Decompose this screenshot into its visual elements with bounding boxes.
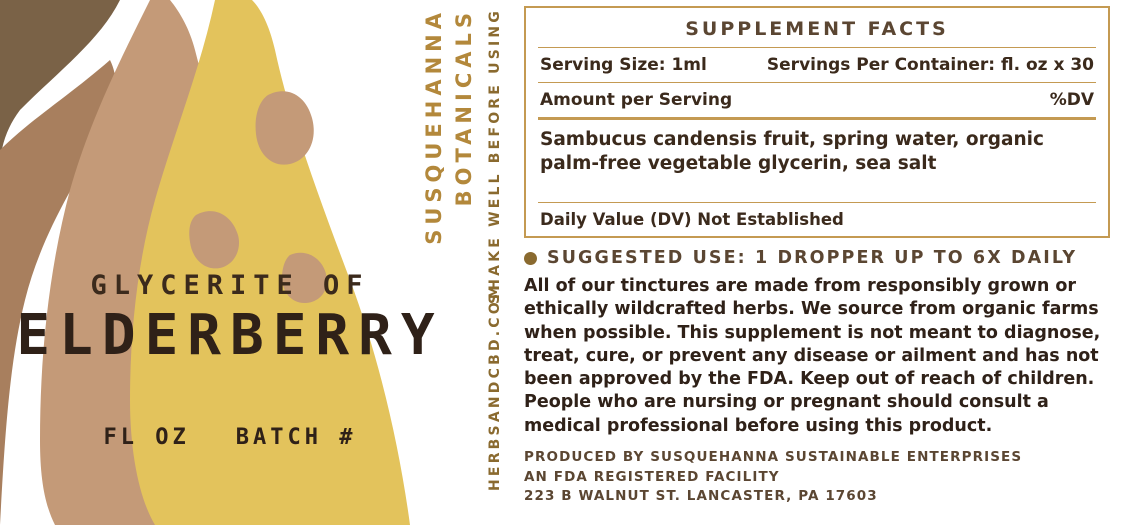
batch-label: BATCH # [235, 425, 357, 450]
product-prefix: GLYCERITE OF [90, 270, 370, 301]
daily-value-note: Daily Value (DV) Not Established [540, 210, 844, 229]
serving-row [538, 48, 1096, 82]
serving-size: Serving Size: 1ml [540, 55, 707, 75]
brand-name-line1: SUSQUEHANNA [422, 8, 446, 245]
producer-line-1: PRODUCED BY SUSQUEHANNA SUSTAINABLE ENTERPRISES [524, 449, 1023, 465]
ingredients-list: Sambucus candensis fruit, spring water, organic palm-free vegetable glycerin, sea salt [540, 129, 1044, 174]
supplement-facts-panel [524, 6, 1110, 238]
suggested-use-block [524, 248, 1116, 268]
servings-per-container: Servings Per Container: fl. oz x 30 [766, 55, 1094, 75]
brand-name-line2: BOTANICALS [452, 8, 476, 207]
producer-address: 223 B WALNUT ST. LANCASTER, PA 17603 [524, 488, 878, 505]
website-url: HERBSANDCBD.COM [487, 282, 503, 491]
suggested-use-text: SUGGESTED USE: 1 DROPPER UP TO 6X DAILY [547, 248, 1078, 268]
fl-oz-label: FL OZ [103, 425, 190, 450]
product-name: ELDERBERRY [16, 303, 444, 368]
dv-header: %DV [1049, 90, 1094, 110]
amount-per-serving-label: Amount per Serving [540, 90, 733, 110]
supplement-facts-title: SUPPLEMENT FACTS [685, 18, 949, 40]
product-meta [0, 425, 460, 450]
producer-line-2: AN FDA REGISTERED FACILITY [524, 468, 780, 485]
disclaimer-text: All of our tinctures are made from responsibly grown or ethically wildcrafted herbs. We source from organic farms when possible. This supplement is not meant to diagnose, treat, cure, or prevent any disease or ailment and has not been approved by the FDA. Keep out of reach of children. People who are nursing or pregnant should consult a medical professional before using this product. [524, 276, 1101, 436]
producer-block [524, 448, 1124, 507]
shake-instruction: SHAKE WELL BEFORE USING [487, 8, 503, 305]
amount-row [538, 83, 1096, 117]
bullet-dot-icon [524, 252, 537, 265]
